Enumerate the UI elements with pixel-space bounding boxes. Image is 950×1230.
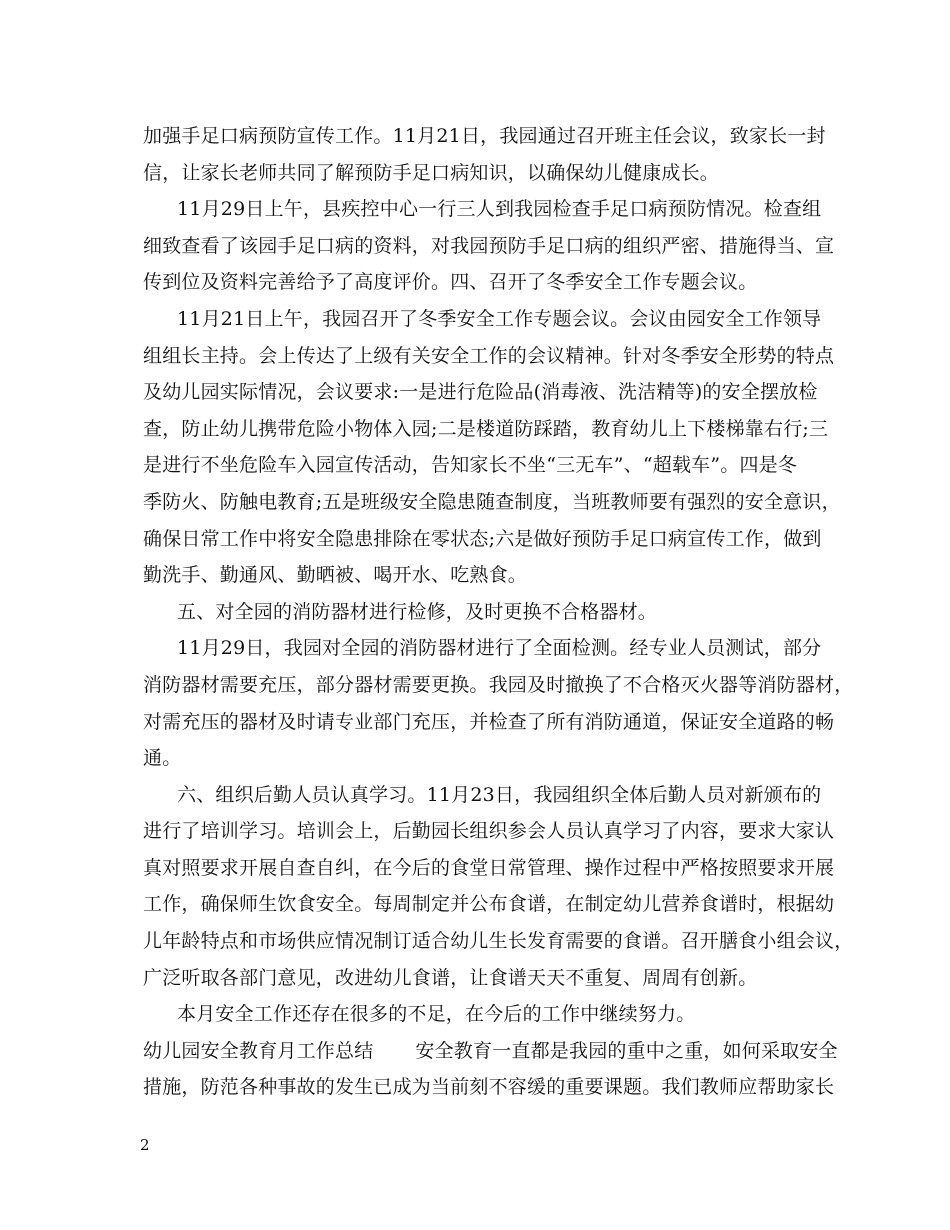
text-line: 11月21日上午，我园召开了冬季安全工作专题会议。会议由园安全工作领导	[177, 307, 822, 330]
section-text: 安全教育一直都是我园的重中之重，如何采取安全	[415, 1039, 838, 1062]
text-line: 儿年龄特点和市场供应情况制订适合幼儿生长发育需要的食谱。召开膳食小组会议，	[143, 930, 854, 953]
page-number: 2	[140, 1136, 150, 1154]
text-line: 通。	[143, 747, 182, 770]
text-line: 确保日常工作中将安全隐患排除在零状态;六是做好预防手足口病宣传工作，做到	[143, 527, 822, 550]
text-line: 消防器材需要充压，部分器材需要更换。我园及时撤换了不合格灭火器等消防器材，	[143, 673, 854, 696]
text-line: 勤洗手、勤通风、勤晒被、喝开水、吃熟食。	[143, 564, 528, 587]
text-line: 查，防止幼儿携带危险小物体入园;二是楼道防踩踏，教育幼儿上下楼梯靠右行;三	[143, 417, 829, 440]
text-line: 信，让家长老师共同了解预防手足口病知识，以确保幼儿健康成长。	[143, 161, 720, 184]
text-line: 广泛听取各部门意见，改进幼儿食谱，让食谱天天不重复、周周有创新。	[143, 966, 758, 989]
text-line: 11月29日上午，县疾控中心一行三人到我园检查手足口病预防情况。检查组	[177, 198, 822, 221]
text-line: 六、组织后勤人员认真学习。11月23日，我园组织全体后勤人员对新颁布的	[177, 783, 822, 806]
text-line: 进行了培训学习。培训会上，后勤园长组织参会人员认真学习了内容，要求大家认	[143, 820, 835, 843]
text-line: 真对照要求开展自查自纠，在今后的食堂日常管理、操作过程中严格按照要求开展	[143, 856, 835, 879]
text-line: 11月29日，我园对全园的消防器材进行了全面检测。经专业人员测试，部分	[177, 637, 822, 660]
text-line: 对需充压的器材及时请专业部门充压，并检查了所有消防通道，保证安全道路的畅	[143, 710, 835, 733]
text-line: 传到位及资料完善给予了高度评价。四、召开了冬季安全工作专题会议。	[143, 271, 758, 294]
body-text	[143, 118, 854, 1106]
text-line: 及幼儿园实际情况，会议要求:一是进行危险品(消毒液、洗洁精等)的安全摆放检	[143, 381, 818, 404]
text-line: 细致查看了该园手足口病的资料，对我园预防手足口病的组织严密、措施得当、宣	[143, 234, 835, 257]
heading-line	[143, 1033, 838, 1070]
text-line: 是进行不坐危险车入园宣传活动，告知家长不坐“三无车”、“超载车”。四是冬	[143, 454, 798, 477]
text-line: 季防火、防触电教育;五是班级安全隐患随查制度，当班教师要有强烈的安全意识，	[143, 490, 841, 513]
text-line: 组组长主持。会上传达了上级有关安全工作的会议精神。针对冬季安全形势的特点	[143, 344, 835, 367]
section-title: 幼儿园安全教育月工作总结	[143, 1039, 374, 1062]
text-line: 五、对全园的消防器材进行检修，及时更换不合格器材。	[177, 600, 658, 623]
text-line: 本月安全工作还存在很多的不足，在今后的工作中继续努力。	[177, 1003, 696, 1026]
text-line: 措施，防范各种事故的发生已成为当前刻不容缓的重要课题。我们教师应帮助家长	[143, 1076, 835, 1099]
text-line: 加强手足口病预防宣传工作。11月21日，我园通过召开班主任会议，致家长一封	[143, 125, 826, 147]
text-line: 工作，确保师生饮食安全。每周制定并公布食谱，在制定幼儿营养食谱时，根据幼	[143, 893, 835, 916]
